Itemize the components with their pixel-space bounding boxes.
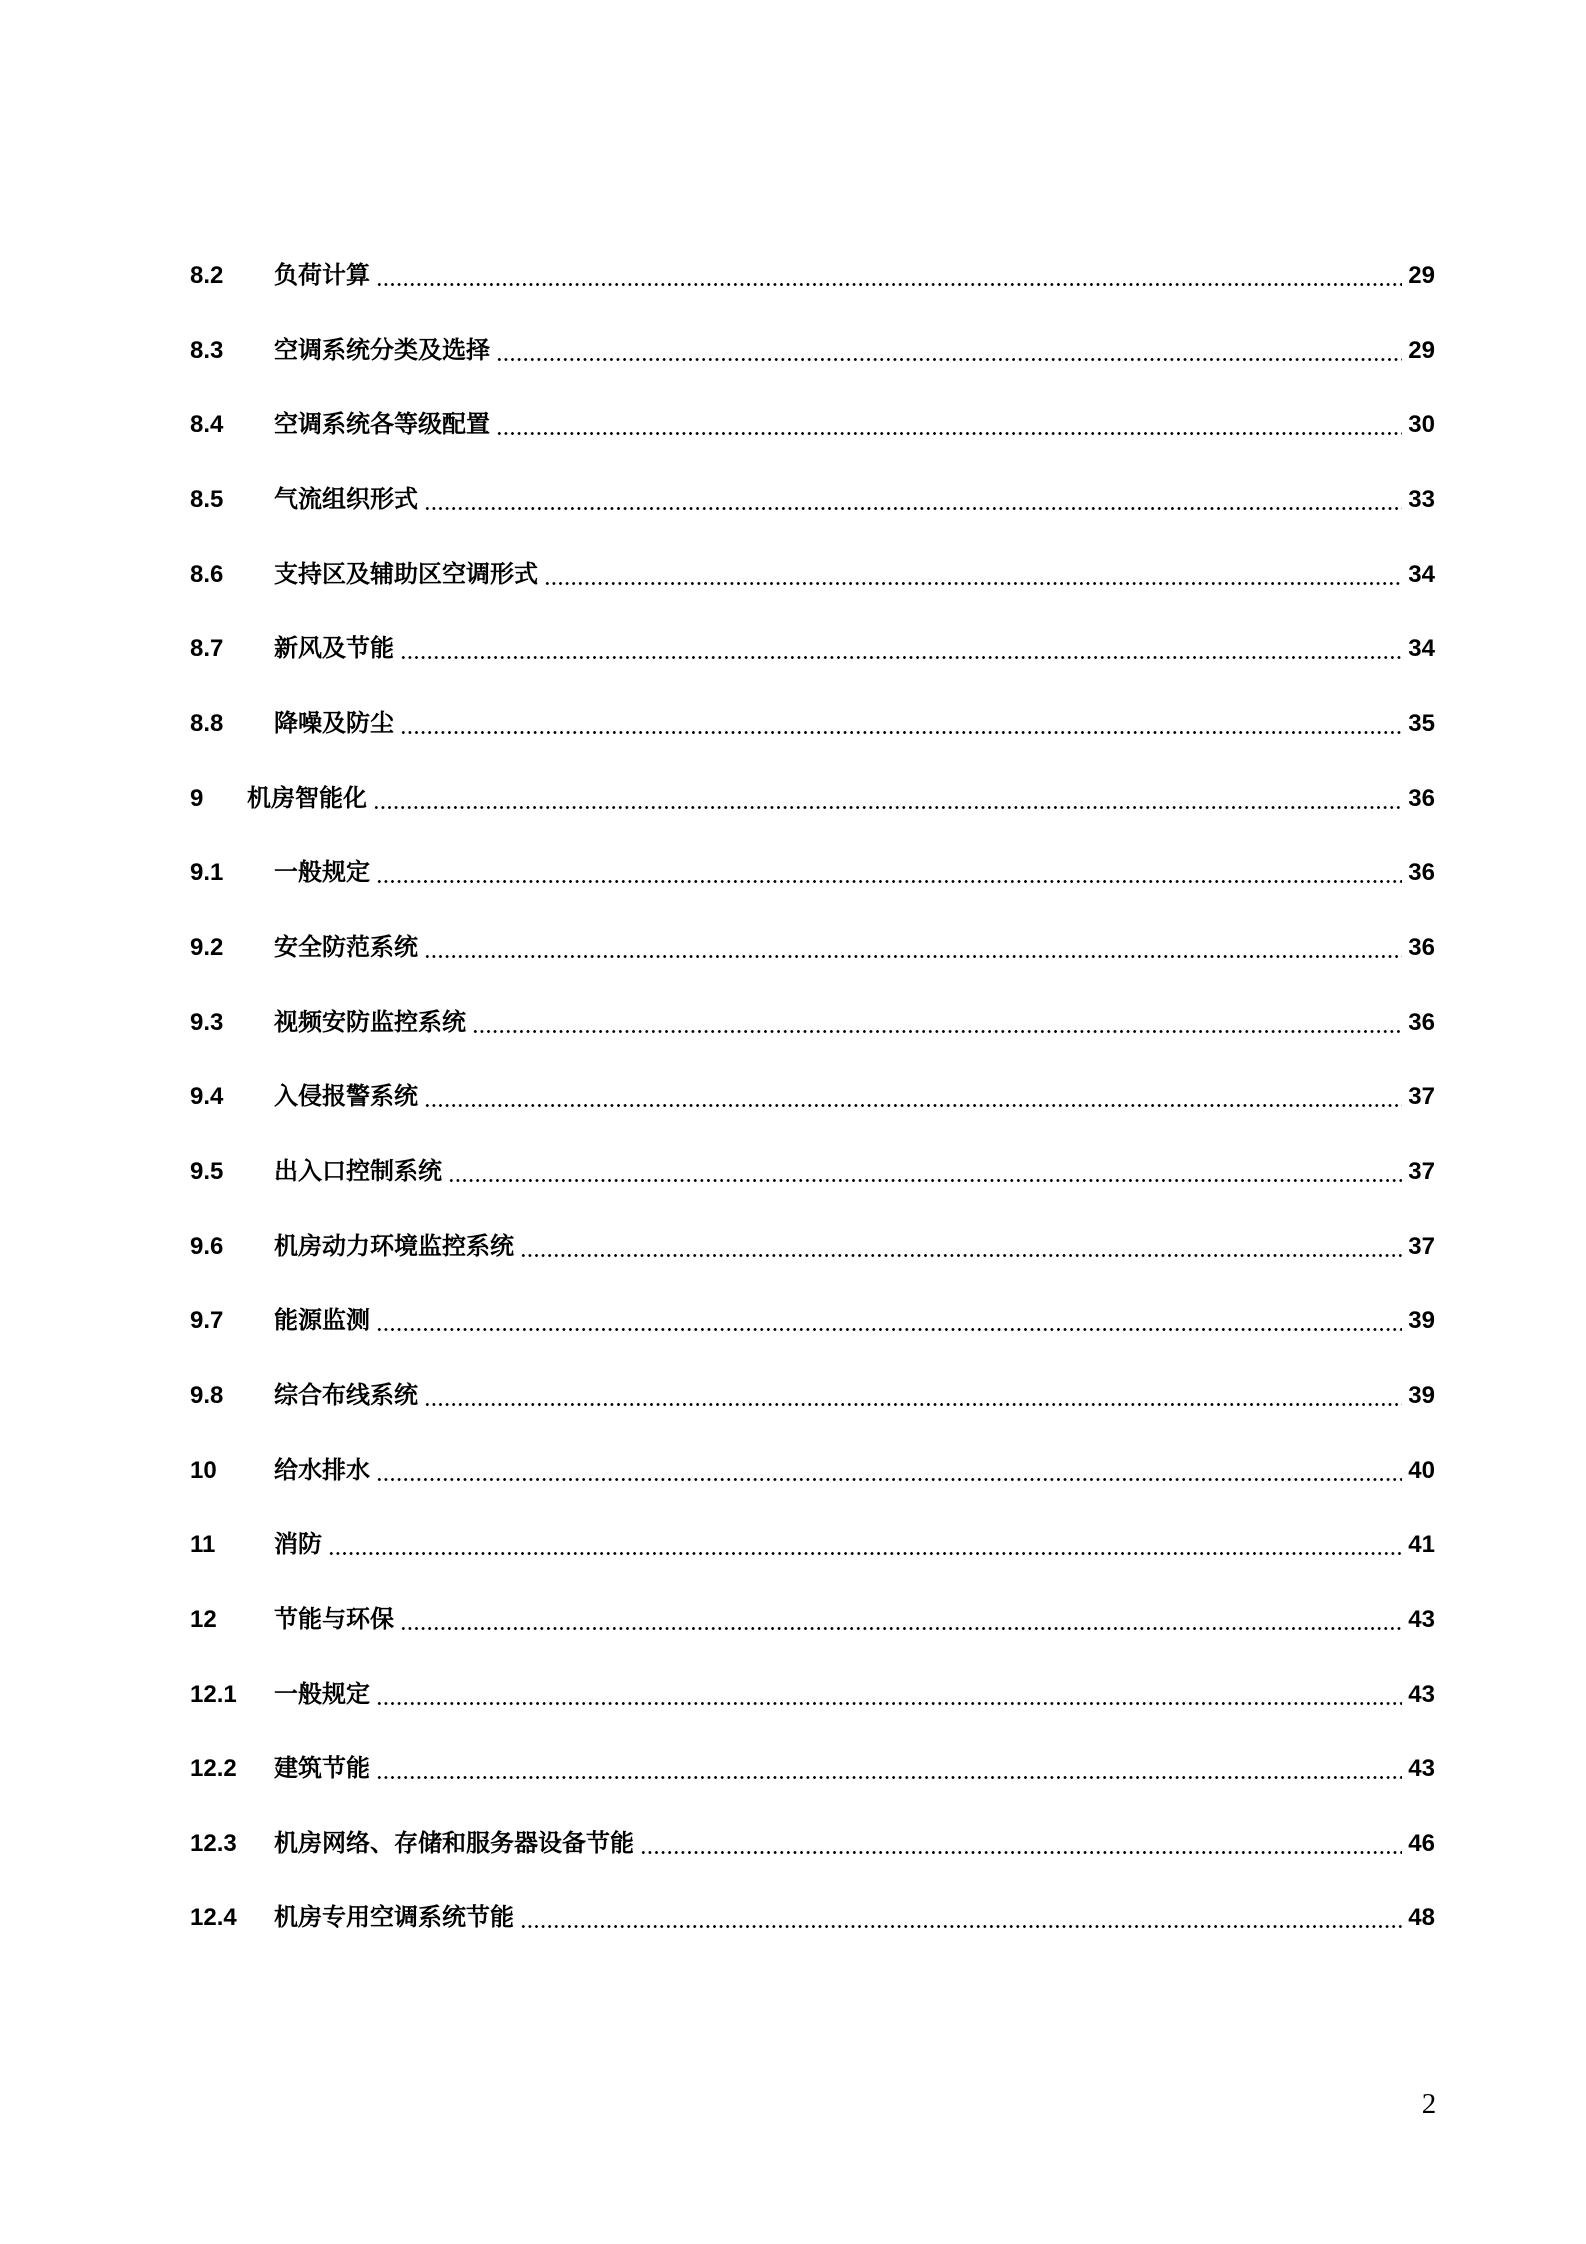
toc-entry[interactable] (190, 1678, 1435, 1712)
toc-entry-page[interactable]: 43 (1408, 1606, 1435, 1633)
dot-leader (326, 1528, 1404, 1562)
toc-entry-body (274, 931, 1435, 965)
toc-entry-number: 12.2 (190, 1755, 237, 1782)
toc-entry-body (274, 1230, 1435, 1264)
toc-entry-page[interactable]: 43 (1408, 1755, 1435, 1782)
dot-leader (494, 334, 1404, 368)
toc-entry-title[interactable]: 空调系统各等级配置 (274, 411, 490, 438)
toc-entry-title[interactable]: 支持区及辅助区空调形式 (274, 561, 538, 588)
toc-entry-body (274, 1080, 1435, 1114)
toc-entry-title[interactable]: 机房专用空调系统节能 (274, 1904, 514, 1931)
dot-leader (422, 931, 1404, 965)
toc-entry-title[interactable]: 建筑节能 (274, 1755, 370, 1782)
toc-entry-number: 8.3 (190, 337, 224, 364)
toc-entry-page[interactable]: 46 (1408, 1830, 1435, 1857)
toc-entry[interactable] (190, 483, 1435, 517)
toc-entry-title[interactable]: 机房智能化 (247, 785, 367, 812)
toc-entry-title[interactable]: 综合布线系统 (274, 1382, 418, 1409)
toc-entry-body (274, 632, 1435, 666)
toc-entry-number: 9.2 (190, 934, 224, 961)
toc-entry[interactable] (190, 334, 1435, 368)
toc-entry-body (274, 856, 1435, 890)
toc-entry-number: 9.4 (190, 1083, 224, 1110)
dot-leader (374, 1454, 1404, 1488)
toc-entry-title[interactable]: 空调系统分类及选择 (274, 337, 490, 364)
toc-entry-page[interactable]: 34 (1408, 561, 1435, 588)
toc-entry-body (274, 1678, 1435, 1712)
toc-entry-title[interactable]: 入侵报警系统 (274, 1083, 418, 1110)
page-number: 2 (1421, 2088, 1437, 2120)
toc-entry-title[interactable]: 负荷计算 (274, 262, 370, 289)
toc-entry-body (274, 483, 1435, 517)
toc-entry-number: 10 (190, 1457, 217, 1484)
toc-entry-body (274, 259, 1435, 293)
toc-entry-number: 8.6 (190, 561, 224, 588)
toc-entry-page[interactable]: 37 (1408, 1158, 1435, 1185)
toc-entry-page[interactable]: 48 (1408, 1904, 1435, 1931)
toc-entry-body (274, 408, 1435, 442)
toc-entry-number: 8.2 (190, 262, 224, 289)
dot-leader (494, 408, 1404, 442)
toc-entry-number: 12 (190, 1606, 217, 1633)
toc-entry-number: 12.1 (190, 1681, 237, 1708)
toc-entry[interactable] (190, 1901, 1435, 1935)
toc-entry-body (274, 1827, 1435, 1861)
toc-entry-number: 9.6 (190, 1233, 224, 1260)
toc-entry-page[interactable]: 36 (1408, 934, 1435, 961)
toc-entry-page[interactable]: 35 (1408, 710, 1435, 737)
dot-leader (518, 1901, 1404, 1935)
toc-entry[interactable] (190, 1080, 1435, 1114)
toc-entry-chapter[interactable] (190, 1603, 1435, 1637)
toc-entry-number: 9.7 (190, 1307, 224, 1334)
toc-entry-chapter[interactable] (190, 1454, 1435, 1488)
toc-entry-title[interactable]: 视频安防监控系统 (274, 1009, 466, 1036)
dot-leader (422, 1080, 1404, 1114)
toc-entry[interactable] (190, 558, 1435, 592)
toc-entry-title[interactable]: 消防 (274, 1531, 322, 1558)
toc-entry-number: 8.5 (190, 486, 224, 513)
toc-entry-body (274, 334, 1435, 368)
toc-entry[interactable] (190, 1230, 1435, 1264)
toc-entry-title[interactable]: 一般规定 (274, 859, 370, 886)
toc-entry-number: 12.4 (190, 1904, 237, 1931)
toc-entry-number: 9.8 (190, 1382, 224, 1409)
toc-entry[interactable] (190, 259, 1435, 293)
dot-leader (371, 782, 1404, 816)
dot-leader (470, 1006, 1404, 1040)
toc-entry-chapter[interactable] (190, 1528, 1435, 1562)
dot-leader (398, 632, 1404, 666)
toc-entry-page[interactable]: 39 (1408, 1307, 1435, 1334)
toc-entry[interactable] (190, 1379, 1435, 1413)
toc-entry-title[interactable]: 节能与环保 (274, 1606, 394, 1633)
toc-entry-page[interactable]: 36 (1408, 859, 1435, 886)
toc-entry-title[interactable]: 机房动力环境监控系统 (274, 1233, 514, 1260)
toc-entry-page[interactable]: 36 (1408, 1009, 1435, 1036)
toc-entry-body (274, 1901, 1435, 1935)
toc-entry-page[interactable]: 33 (1408, 486, 1435, 513)
dot-leader (422, 483, 1404, 517)
toc-entry[interactable] (190, 856, 1435, 890)
toc-entry-page[interactable]: 43 (1408, 1681, 1435, 1708)
toc-entry-number: 9.5 (190, 1158, 224, 1185)
toc-entry-title[interactable]: 安全防范系统 (274, 934, 418, 961)
toc-entry-number: 8.8 (190, 710, 224, 737)
toc-entry-number: 8.7 (190, 635, 224, 662)
toc-entry-number: 9.1 (190, 859, 224, 886)
toc-entry-body (274, 1155, 1435, 1189)
toc-entry-body (274, 1006, 1435, 1040)
toc-entry-title[interactable]: 机房网络、存储和服务器设备节能 (274, 1830, 634, 1857)
dot-leader (542, 558, 1404, 592)
toc-entry-body (274, 707, 1435, 741)
toc-entry-chapter[interactable] (190, 782, 1435, 816)
toc-entry[interactable] (190, 408, 1435, 442)
toc-entry-title[interactable]: 一般规定 (274, 1681, 370, 1708)
dot-leader (422, 1379, 1404, 1413)
dot-leader (638, 1827, 1404, 1861)
dot-leader (398, 1603, 1404, 1637)
toc-entry-page[interactable]: 29 (1408, 337, 1435, 364)
toc-entry-page[interactable]: 39 (1408, 1382, 1435, 1409)
toc-entry[interactable] (190, 1827, 1435, 1861)
dot-leader (374, 856, 1404, 890)
toc-entry-title[interactable]: 气流组织形式 (274, 486, 418, 513)
toc-entry-page[interactable]: 30 (1408, 411, 1435, 438)
toc-entry-page[interactable]: 41 (1408, 1531, 1435, 1558)
toc-entry-title[interactable]: 降噪及防尘 (274, 710, 394, 737)
toc-entry-number: 11 (190, 1531, 216, 1558)
toc-entry-number: 9.3 (190, 1009, 224, 1036)
toc-entry-page[interactable]: 36 (1408, 785, 1435, 812)
toc-entry-page[interactable]: 40 (1408, 1457, 1435, 1484)
toc-entry-page[interactable]: 34 (1408, 635, 1435, 662)
toc-entry-page[interactable]: 37 (1408, 1083, 1435, 1110)
toc-entry-title[interactable]: 出入口控制系统 (274, 1158, 442, 1185)
toc-entry-body (274, 1304, 1435, 1338)
toc-entry[interactable] (190, 1752, 1435, 1786)
toc-entry[interactable] (190, 707, 1435, 741)
toc-entry-title[interactable]: 新风及节能 (274, 635, 394, 662)
dot-leader (446, 1155, 1404, 1189)
dot-leader (374, 1678, 1404, 1712)
toc-entry[interactable] (190, 1006, 1435, 1040)
dot-leader (374, 1752, 1404, 1786)
dot-leader (518, 1230, 1404, 1264)
toc-entry-number: 9 (190, 785, 204, 812)
toc-entry[interactable] (190, 1155, 1435, 1189)
toc-entry-body (274, 1454, 1435, 1488)
dot-leader (374, 1304, 1404, 1338)
dot-leader (398, 707, 1404, 741)
toc-entry-number: 8.4 (190, 411, 224, 438)
toc-entry-page[interactable]: 29 (1408, 262, 1435, 289)
toc-entry[interactable] (190, 1304, 1435, 1338)
toc-entry[interactable] (190, 931, 1435, 965)
dot-leader (374, 259, 1404, 293)
toc-entry-body (274, 558, 1435, 592)
toc-entry[interactable] (190, 632, 1435, 666)
toc-entry-page[interactable]: 37 (1408, 1233, 1435, 1260)
toc-entry-body (274, 1603, 1435, 1637)
toc-entry-body (274, 1379, 1435, 1413)
toc-entry-body (274, 1528, 1435, 1562)
toc-entry-title[interactable]: 能源监测 (274, 1307, 370, 1334)
toc-entry-number: 12.3 (190, 1830, 237, 1857)
toc-entry-body (247, 782, 1435, 816)
toc-entry-title[interactable]: 给水排水 (274, 1457, 370, 1484)
toc-entry-body (274, 1752, 1435, 1786)
